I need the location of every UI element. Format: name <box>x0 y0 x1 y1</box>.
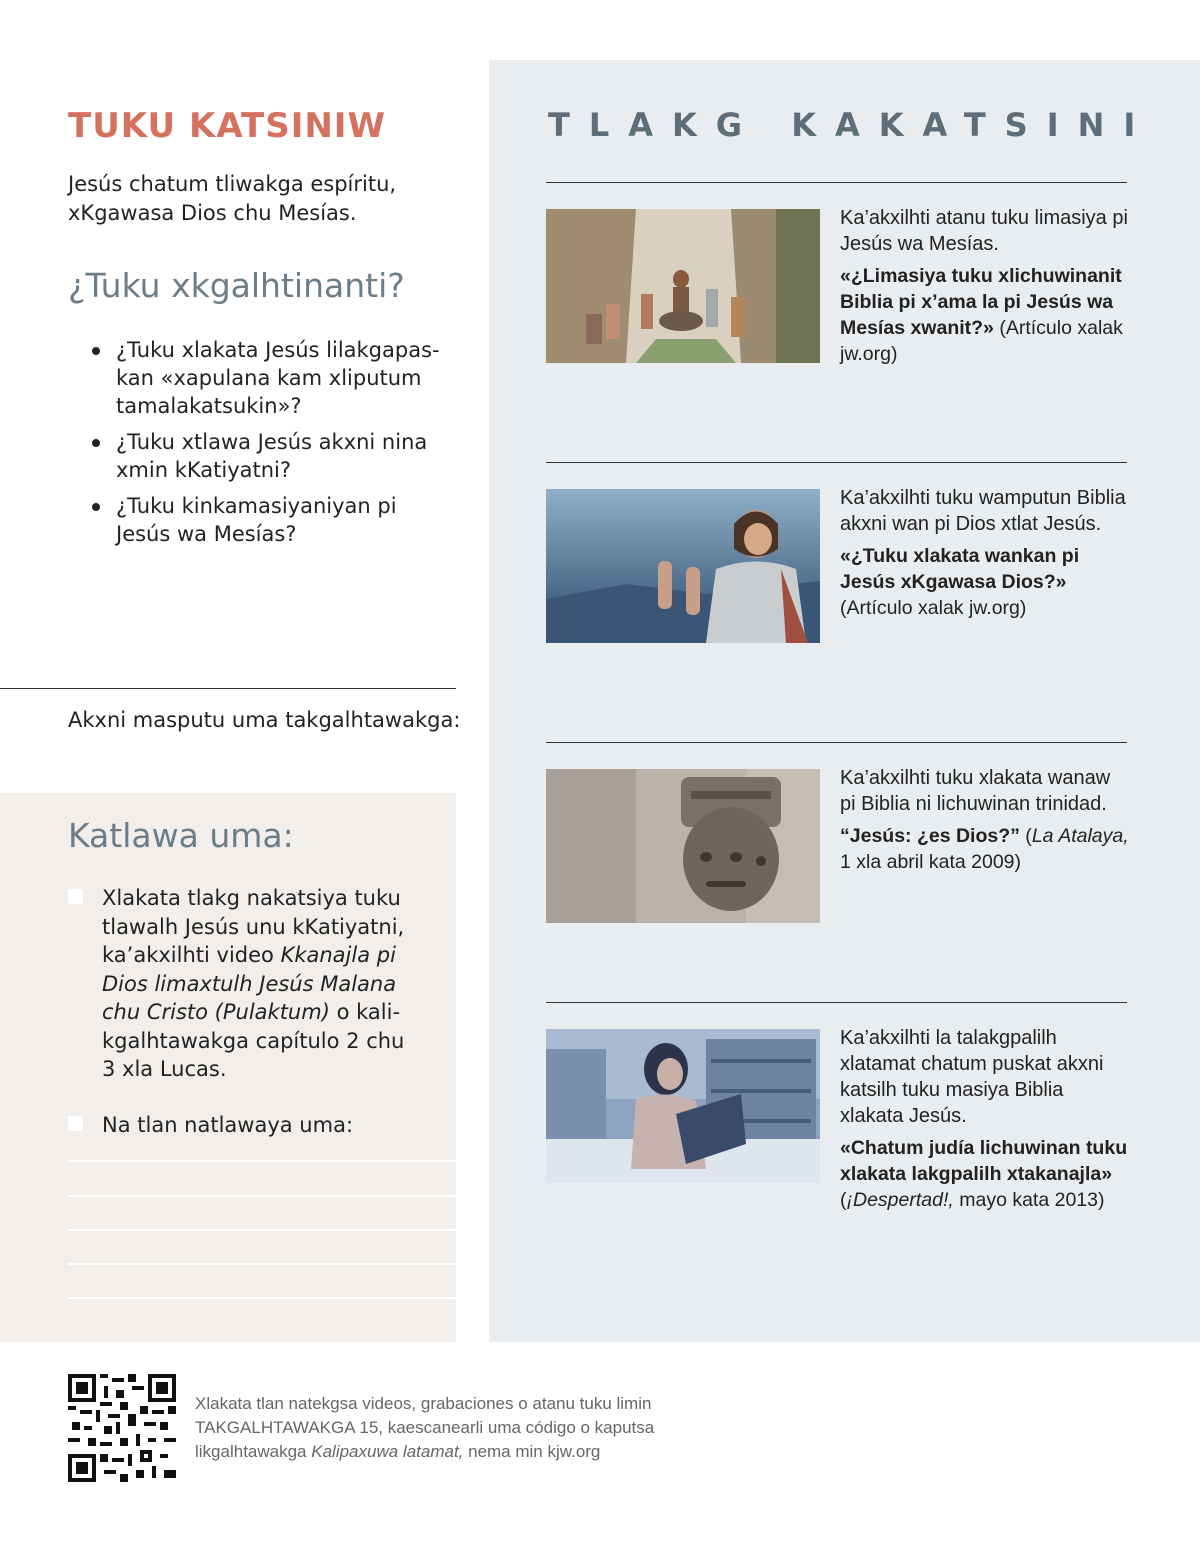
resource-link[interactable]: «Chatum judía lichuwinan tuku xlakata lakgpalilh xtakanajla» (¡Despertad!, mayo kata 2013) <box>840 1137 1128 1211</box>
resource-text <box>840 205 1130 367</box>
divider <box>546 182 1127 183</box>
divider <box>0 688 456 689</box>
review-title: ¿Tuku xkgalhtinanti? <box>68 266 405 305</box>
resource-link[interactable]: «¿Limasiya tuku xlichuwinanit Biblia pi x’ama la pi Jesús wa Mesías xwanit?» (Artículo xalak jw.org) <box>840 265 1123 365</box>
jesus-praying-image <box>546 489 820 643</box>
resource-text <box>840 765 1130 875</box>
triumphal-entry-image <box>546 209 820 363</box>
resource-text <box>840 485 1130 621</box>
writing-line[interactable] <box>68 1160 456 1162</box>
resource-description: Ka’akxilhti atanu tuku limasiya pi Jesús wa Mesías. <box>840 207 1128 255</box>
writing-line[interactable] <box>68 1263 456 1265</box>
writing-line[interactable] <box>68 1297 456 1299</box>
review-question: ¿Tuku kinkamasiyaniyan pi Jesús wa Mesías? <box>92 492 452 548</box>
checkbox[interactable] <box>68 889 83 904</box>
todo-title: Katlawa uma: <box>68 816 294 855</box>
writing-line[interactable] <box>68 1195 456 1197</box>
footer-text: Xlakata tlan natekgsa videos, grabaciones o atanu tuku limin TAKGALHTAWAKGA 15, kaescanearli uma código o kaputsa likgalhtawakga Kalipaxuwa latamat, nema min kjw.org <box>195 1394 655 1461</box>
todo-item <box>68 884 408 1084</box>
review-question: ¿Tuku xlakata Jesús lilakgapaskan «xapulana kam xliputum tamalakatsukin»? <box>92 336 452 420</box>
woman-reading-image <box>546 1029 820 1183</box>
review-questions <box>92 336 452 556</box>
qr-code-icon[interactable] <box>68 1374 176 1482</box>
next-study-label: Akxni masputu uma takgalhtawakga: <box>68 708 461 732</box>
resource-link[interactable]: “Jesús: ¿es Dios?” (La Atalaya, 1 xla abril kata 2009) <box>840 825 1129 873</box>
resource-description: Ka’akxilhti tuku xlakata wanaw pi Biblia ni lichuwinan trinidad. <box>840 767 1111 815</box>
divider <box>546 1002 1127 1003</box>
divider <box>546 742 1127 743</box>
todo-item-text: Xlakata tlakg nakatsiya tuku tlawalh Jesús unu kKatiyatni, ka’akxilhti video Kkanajla pi Dios limaxtulh Jesús Malana chu Cristo (Pulaktum) o kalikgalhtawakga capítulo 2 chu 3 xla Lucas. <box>102 886 405 1081</box>
divider <box>546 462 1127 463</box>
review-question: ¿Tuku xtlawa Jesús akxni nina xmin kKatiyatni? <box>92 428 452 484</box>
resource-text <box>840 1025 1130 1213</box>
checkbox[interactable] <box>68 1116 83 1131</box>
further-study-title: TLAKG KAKATSINI <box>548 106 1155 144</box>
todo-item <box>68 1111 408 1140</box>
writing-line[interactable] <box>68 1229 456 1231</box>
summary-text: Jesús chatum tliwakga espíritu, xKgawasa Dios chu Mesías. <box>68 172 397 225</box>
summary-title: TUKU KATSINIW <box>68 106 386 146</box>
trinity-sculpture-image <box>546 769 820 923</box>
todo-item-text: Na tlan natlawaya uma: <box>102 1113 354 1137</box>
resource-description: Ka’akxilhti la talakgpalilh xlatamat chatum puskat akxni katsilh tuku masiya Biblia xlakata Jesús. <box>840 1027 1104 1127</box>
resource-description: Ka’akxilhti tuku wamputun Biblia akxni wan pi Dios xtlat Jesús. <box>840 487 1126 535</box>
resource-link[interactable]: «¿Tuku xlakata wankan pi Jesús xKgawasa Dios?» (Artículo xalak jw.org) <box>840 545 1080 619</box>
